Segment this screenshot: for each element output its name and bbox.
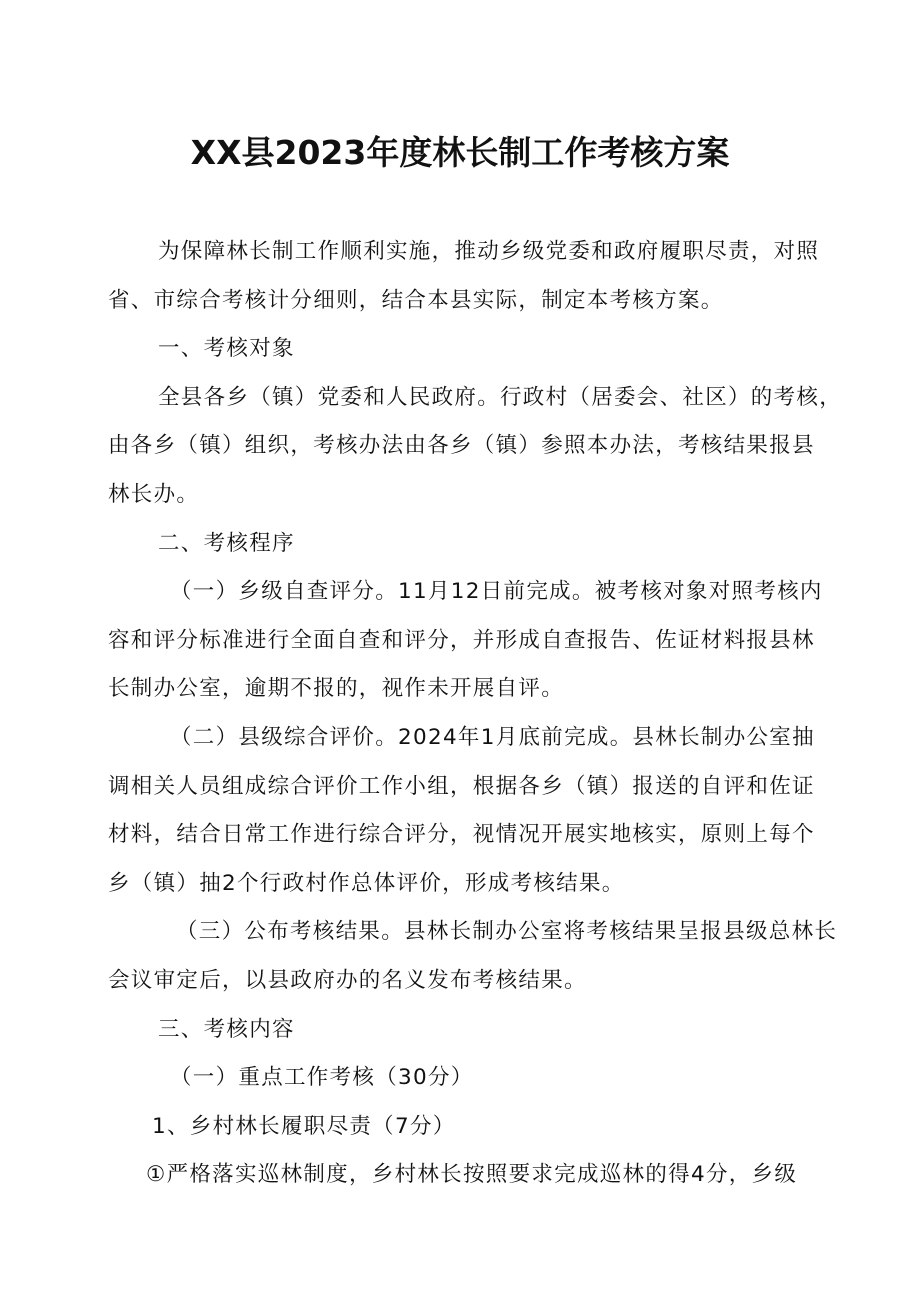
paragraph-line: （一）乡级自查评分。11月12日前完成。被考核对象对照考核内 [170,579,823,605]
paragraph-line: 全县各乡（镇）党委和人民政府。行政村（居委会、社区）的考核， [158,384,843,410]
paragraph-line: 由各乡（镇）组织，考核办法由各乡（镇）参照本办法，考核结果报县 [108,433,815,459]
subsection-heading: （一）重点工作考核（30分） [170,1065,474,1091]
paragraph-line: 乡（镇）抽2个行政村作总体评价，形成考核结果。 [108,870,625,896]
section-heading: 二、考核程序 [158,530,295,556]
document-title: XX县2023年度林长制工作考核方案 [190,133,730,172]
section-heading: 三、考核内容 [158,1016,295,1042]
paragraph-line: 调相关人员组成综合评价工作小组，根据各乡（镇）报送的自评和佐证 [108,773,815,799]
paragraph-line: （二）县级综合评价。2024年1月底前完成。县林长制办公室抽 [170,724,815,750]
paragraph-line: （三）公布考核结果。县林长制办公室将考核结果呈报县级总林长 [176,919,838,945]
document-body [108,228,843,1200]
paragraph-line: 材料，结合日常工作进行综合评分，视情况开展实地核实，原则上每个 [108,822,815,848]
paragraph-line: 省、市综合考核计分细则，结合本县实际，制定本考核方案。 [108,287,724,313]
paragraph-line: 林长办。 [108,481,200,507]
paragraph-line: 容和评分标准进行全面自查和评分，并形成自查报告、佐证材料报县林 [108,627,815,653]
paragraph-line: 会议审定后，以县政府办的名义发布考核结果。 [108,967,587,993]
section-heading: 一、考核对象 [158,336,295,362]
paragraph-line: 为保障林长制工作顺利实施，推动乡级党委和政府履职尽责，对照 [158,239,820,264]
paragraph-line: ①严格落实巡林制度，乡村林长按照要求完成巡林的得4分，乡级 [146,1162,798,1188]
paragraph-line: 长制办公室，逾期不报的，视作未开展自评。 [108,676,565,702]
item-heading: 1、乡村林长履职尽责（7分） [152,1113,456,1139]
